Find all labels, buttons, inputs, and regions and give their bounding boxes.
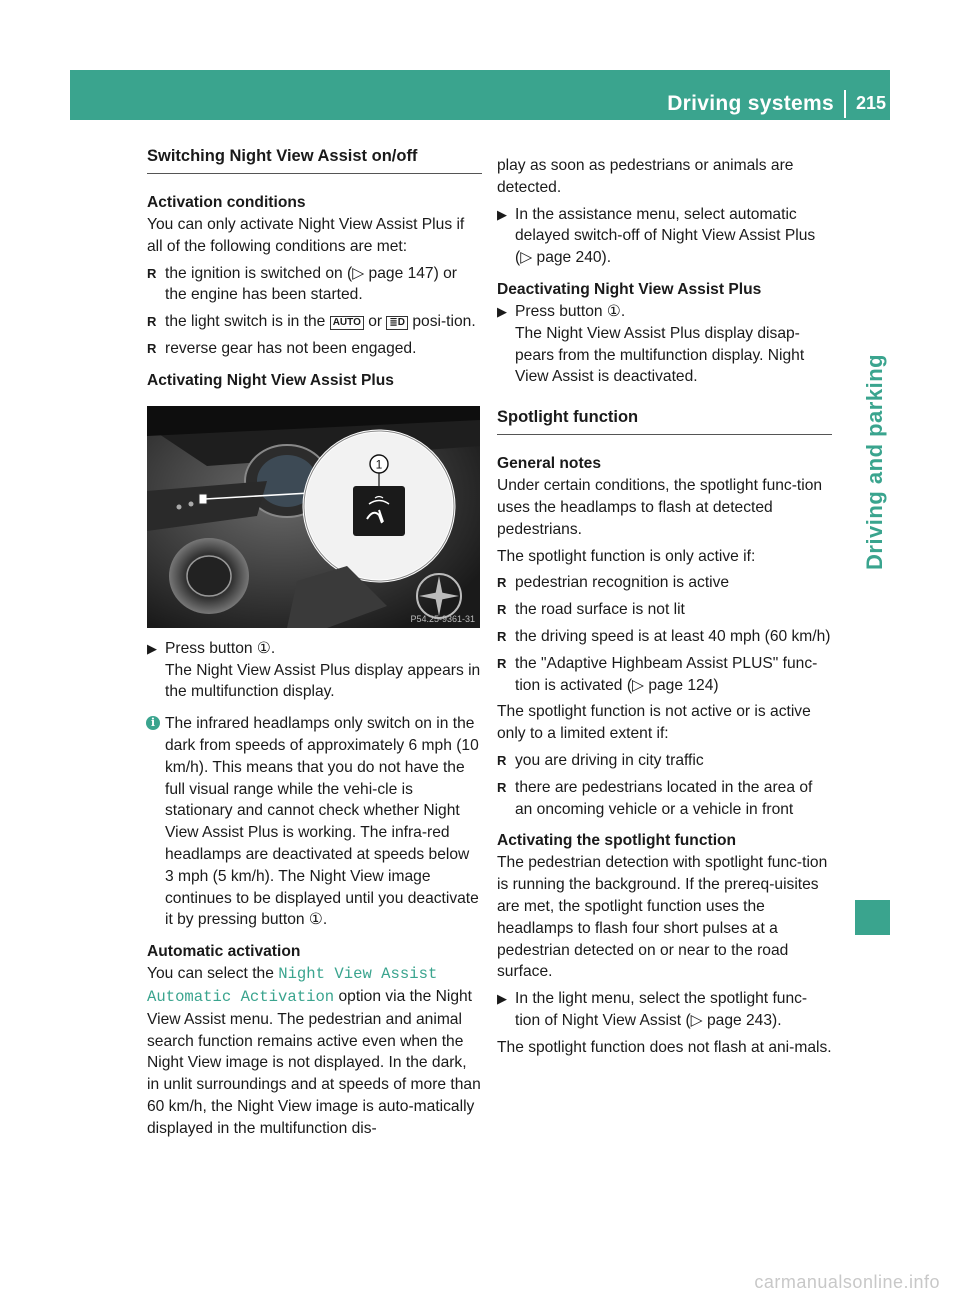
final-text: The spotlight function does not flash at ani-mals.	[497, 1038, 832, 1056]
spotlight-section-heading: Spotlight function	[497, 406, 832, 435]
dashboard-illustration	[147, 406, 480, 628]
arrow-icon: ▶	[147, 640, 157, 656]
instruction-step: ▶ Press button ①. The Night View Assist Plus display appears in the multifunction display.	[147, 639, 481, 701]
side-tab	[855, 250, 895, 570]
left-column	[147, 145, 482, 1140]
list-item: R the "Adaptive Highbeam Assist PLUS" func-tion is activated (▷ page 124)	[497, 654, 818, 694]
activation-conditions-heading: Activation conditions	[147, 194, 306, 211]
bullet-icon: R	[497, 602, 507, 618]
active-if-text: The spotlight function is only active if:	[497, 547, 756, 565]
general-notes-text: Under certain conditions, the spotlight func-tion uses the headlamps to flash at detected pedestrians.	[497, 477, 823, 538]
info-icon: i	[146, 716, 160, 730]
list-item: R there are pedestrians located in the area of an oncoming vehicle or a vehicle in front	[497, 778, 813, 818]
activating-spotlight-text: The pedestrian detection with spotlight func-tion is running the background. If the prereq-uisites are met, the spotlight function uses the headlamps to flash four short pulses at a pedestrian detected on or near to the road surface.	[497, 854, 828, 981]
bullet-icon: R	[497, 628, 507, 644]
side-marker	[855, 900, 890, 935]
bullet-icon: R	[147, 314, 157, 330]
automatic-activation-text: You can select the Night View Assist Automatic Activation option via the Night View Assist menu. The pedestrian and animal search function remains active even when the Night View image is not displayed. In the dark, in unlit surroundings and at speeds of more than 60 km/h, the Night View image is auto-matically displayed in the multifunction dis-	[147, 965, 481, 1137]
bullet-icon: R	[497, 779, 507, 795]
instruction-step: ▶ Press button ①. The Night View Assist Plus display disap-pears from the multifunction display. Night View Assist is deactivated.	[497, 302, 805, 386]
menu-option-name: Night View Assist Automatic Activation	[147, 965, 438, 1006]
list-item: R reverse gear has not been engaged.	[147, 338, 482, 360]
section-heading: Switching Night View Assist on/off	[147, 145, 482, 174]
page-number: 215	[855, 93, 886, 114]
bullet-icon: R	[147, 265, 157, 281]
side-tab-label: Driving and parking	[862, 353, 888, 570]
list-item: R the ignition is switched on (▷ page 147) or the engine has been started.	[147, 264, 457, 304]
dashboard-photo	[147, 406, 480, 628]
not-active-text: The spotlight function is not active or is active only to a limited extent if:	[497, 703, 811, 743]
instruction-step: ▶ In the assistance menu, select automatic delayed switch-off of Night View Assist Plus (▷ page 240).	[497, 205, 816, 267]
arrow-icon: ▶	[497, 206, 507, 222]
watermark: carmanualsonline.info	[754, 1272, 940, 1293]
bullet-icon: R	[497, 575, 507, 591]
activation-conditions-intro: You can only activate Night View Assist Plus if all of the following conditions are met:	[147, 216, 465, 255]
auto-symbol: AUTO	[330, 316, 364, 330]
list-item: R you are driving in city traffic	[497, 750, 832, 772]
headlamp-icon: ≣D	[386, 316, 408, 330]
activating-heading: Activating Night View Assist Plus	[147, 371, 394, 389]
instruction-step: ▶ In the light menu, select the spotlight func-tion of Night View Assist (▷ page 243).	[497, 990, 808, 1029]
arrow-icon: ▶	[497, 991, 507, 1007]
general-notes-heading: General notes	[497, 455, 601, 473]
list-item: R the road surface is not lit	[497, 599, 832, 621]
section-title: Driving systems	[667, 92, 834, 116]
header-title	[530, 90, 890, 118]
list-item: R the light switch is in the AUTO or ≣D posi-tion.	[147, 311, 482, 333]
list-item: R the driving speed is at least 40 mph (60 km/h)	[497, 626, 832, 648]
bullet-icon: R	[497, 655, 507, 671]
bullet-icon: R	[147, 340, 157, 356]
bullet-icon: R	[497, 752, 507, 768]
arrow-icon: ▶	[497, 303, 507, 319]
list-item: R pedestrian recognition is active	[497, 572, 832, 594]
figure-code: P54.25-9361-31	[410, 613, 475, 624]
callout-number: 1	[375, 457, 383, 472]
deactivating-heading: Deactivating Night View Assist Plus	[497, 280, 762, 298]
continuation-text: play as soon as pedestrians or animals are detected.	[497, 157, 794, 196]
activating-spotlight-heading: Activating the spotlight function	[497, 832, 737, 850]
right-column	[497, 155, 832, 1059]
info-note: i The infrared headlamps only switch on in the dark from speeds of approximately 6 mph (10 km/h). This means that you do not have the full visual range while the vehi-cle is stationary and cannot check whether Night View Assist Plus is working. The infra-red headlamps are deactivated at speeds below 3 mph (5 km/h). The Night View image continues to be displayed until you deactivate it by pressing button ①.	[147, 713, 482, 931]
automatic-activation-heading: Automatic activation	[147, 943, 301, 961]
